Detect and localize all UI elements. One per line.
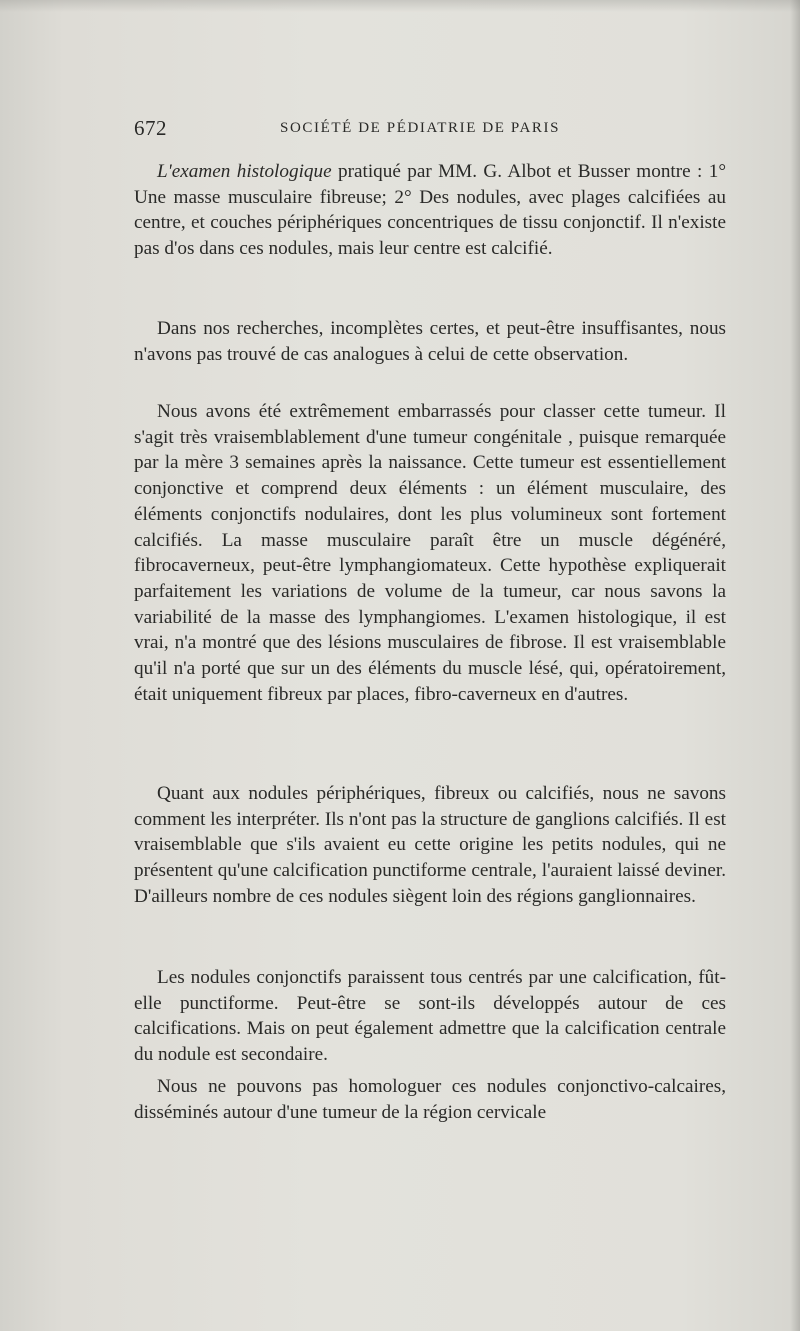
page-right-edge [790, 0, 800, 1331]
paragraph-text: Les nodules conjonctifs paraissent tous centrés par une calcification, fût-elle punctiforme. Peut-être se sont-ils développés autour de ces calcifications. Mais on peut également admettre que la calcification centrale du nodule est secondaire. [134, 967, 726, 1066]
paragraph-research [134, 316, 726, 367]
paragraph-connective-nodules [134, 965, 726, 1068]
paragraph-lead-italic: L'examen histologique [157, 161, 332, 182]
paragraph-text: pratiqué par MM. G. Albot et Busser montre : 1° Une masse musculaire fibreuse; 2° Des nodules, avec plages calcifiées au centre, et couches périphériques concentriques de tissu conjonctif. Il n'existe pas d'os dans ces nodules, mais leur centre est calcifié. [134, 161, 726, 260]
paragraph-peripheral-nodules [134, 781, 726, 910]
page-top-shadow [0, 0, 800, 12]
page-number: 672 [134, 116, 167, 140]
paragraph-histology [134, 159, 726, 262]
paragraph-text: Quant aux nodules périphériques, fibreux ou calcifiés, nous ne savons comment les interpréter. Ils n'ont pas la structure de ganglions calcifiés. Il est vraisemblable que s'ils avaient eu cette origine les petits nodules, qui ne présentent qu'une calcification punctiforme centrale, l'auraient laissé deviner. D'ailleurs nombre de ces nodules siègent loin des régions ganglionnaires. [134, 783, 726, 907]
paragraph-text: Nous ne pouvons pas homologuer ces nodules conjonctivo-calcaires, disséminés autour d'une tumeur de la région cervicale [134, 1076, 726, 1123]
paragraph-homologation [134, 1074, 726, 1125]
running-head: SOCIÉTÉ DE PÉDIATRIE DE PARIS [280, 120, 561, 136]
paragraph-classification [134, 399, 726, 707]
paragraph-text: Nous avons été extrêmement embarrassés pour classer cette tumeur. Il s'agit très vraisemblablement d'une tumeur congénitale , puisque remarquée par la mère 3 semaines après la naissance. Cette tumeur est essentiellement conjonctive et comprend deux éléments : un élément musculaire, des éléments conjonctifs nodulaires, dont les plus volumineux sont fortement calcifiés. La masse musculaire paraît être un muscle dégénéré, fibrocaverneux, peut-être lymphangiomateux. Cette hypothèse expliquerait parfaitement les variations de volume de la tumeur, car nous savons la variabilité de la masse des lymphangiomes. L'examen histologique, il est vrai, n'a montré que des lésions musculaires de fibrose. Il est vraisemblable qu'il n'a porté que sur un des éléments du muscle lésé, qui, opératoirement, était uniquement fibreux par places, fibro-caverneux en d'autres. [134, 401, 726, 705]
page-header [134, 116, 726, 146]
paragraph-text: Dans nos recherches, incomplètes certes, et peut-être insuffisantes, nous n'avons pas trouvé de cas analogues à celui de cette observation. [134, 318, 726, 365]
